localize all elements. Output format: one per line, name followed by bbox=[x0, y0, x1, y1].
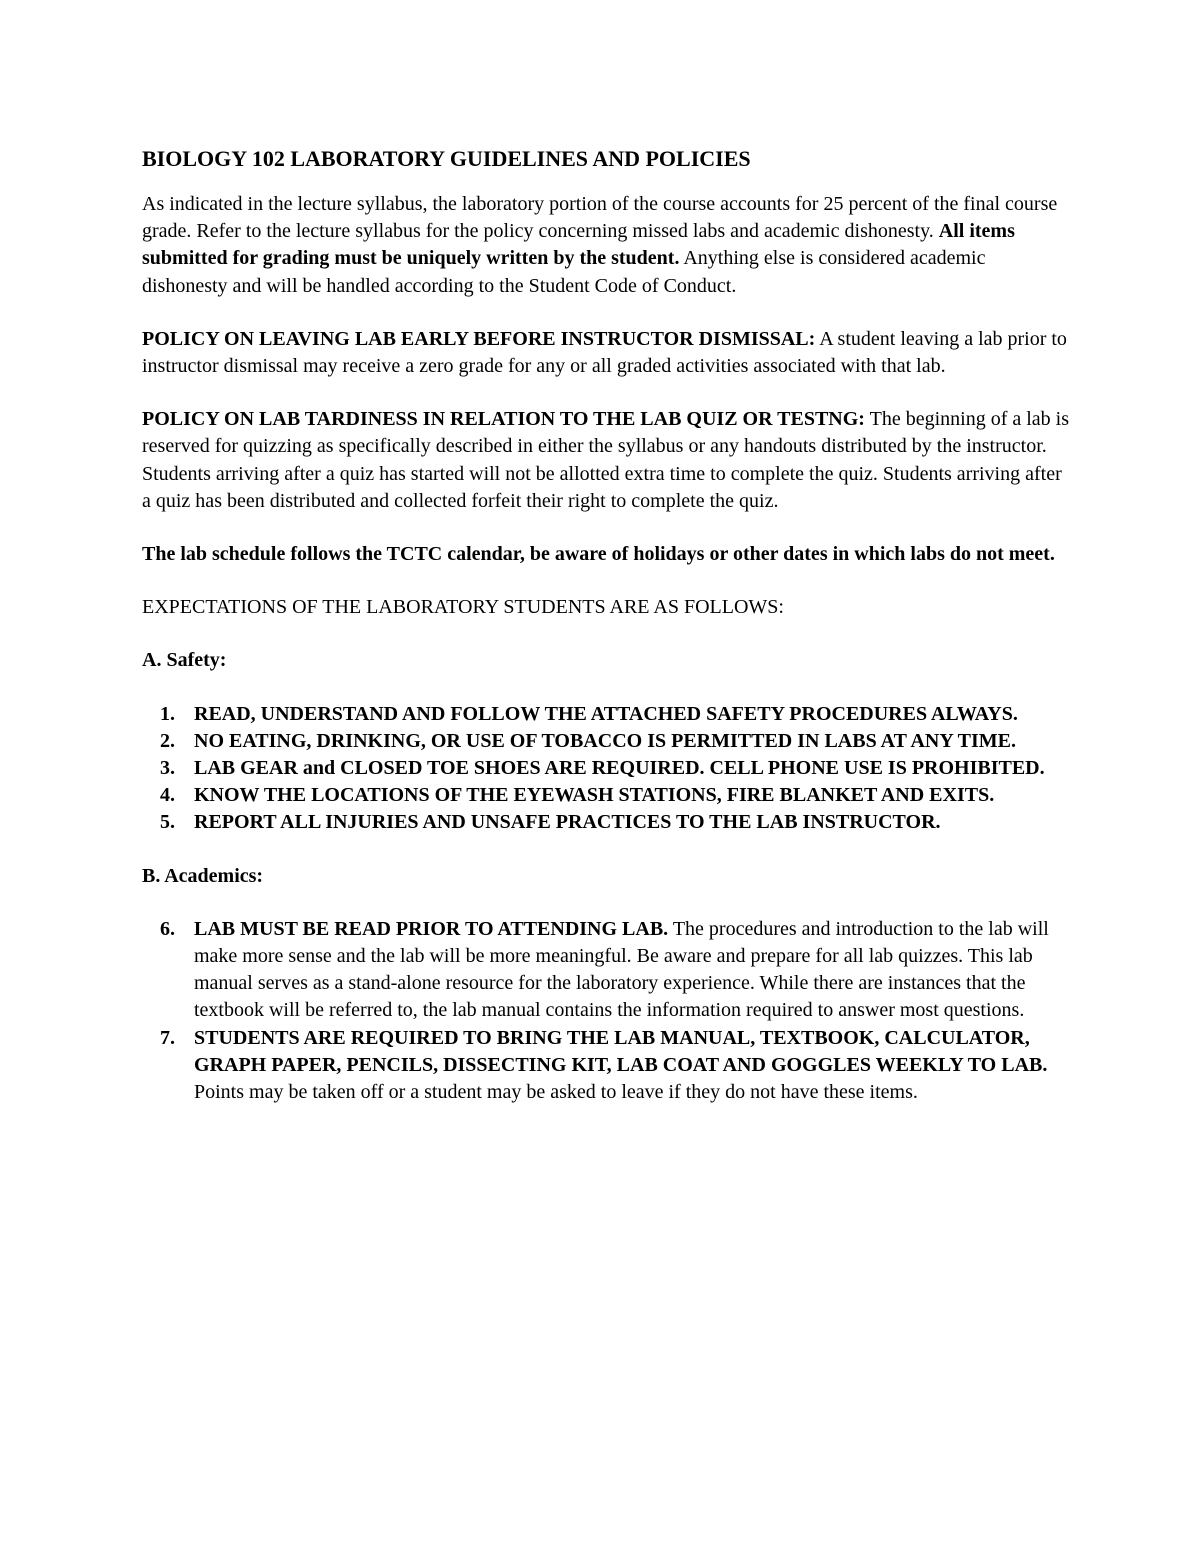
list-item bbox=[142, 701, 1072, 728]
safety-heading: A. Safety: bbox=[142, 649, 227, 672]
safety-list bbox=[142, 701, 1072, 837]
list-item-text: The procedures and introduction to the lab will make more sense and the lab will be more meaningful. Be aware and prepare for all lab quizzes. This lab manual serves as a stand-alone resource for the laboratory experience. While there are instances that the textbook will be referred to, the lab manual contains the information required to answer most questions. bbox=[194, 917, 1049, 1022]
list-item-number: 4. bbox=[160, 784, 175, 807]
intro-text-1: As indicated in the lecture syllabus, the laboratory portion of the course accounts for 25 percent of the final course grade. Refer to the lecture syllabus for the policy concerning missed labs and academic dishonesty. bbox=[142, 193, 1058, 243]
list-item bbox=[142, 1025, 1072, 1107]
policy-leaving-text: A student leaving a lab prior to instructor dismissal may receive a zero grade for any or all graded activities associated with that lab. bbox=[142, 327, 1067, 378]
schedule-note: The lab schedule follows the TCTC calendar, be aware of holidays or other dates in which labs do not meet. bbox=[142, 543, 1055, 566]
list-item-text: NO EATING, DRINKING, OR USE OF TOBACCO IS PERMITTED IN LABS AT ANY TIME. bbox=[194, 729, 1017, 752]
list-item-text: KNOW THE LOCATIONS OF THE EYEWASH STATIONS, FIRE BLANKET AND EXITS. bbox=[194, 784, 995, 807]
policy-tardiness-text: The beginning of a lab is reserved for quizzing as specifically described in either the syllabus or any handouts distributed by the instructor. Students arriving after a quiz has started will not be allotted extra time to complete the quiz. Students arriving after a quiz has been distributed and collected forfeit their right to complete the quiz. bbox=[142, 408, 1070, 512]
list-item-number: 3. bbox=[160, 757, 175, 780]
list-item-text: READ, UNDERSTAND AND FOLLOW THE ATTACHED SAFETY PROCEDURES ALWAYS. bbox=[194, 702, 1018, 725]
document-title: BIOLOGY 102 LABORATORY GUIDELINES AND POLICIES bbox=[142, 146, 751, 171]
academics-heading: B. Academics: bbox=[142, 864, 264, 887]
list-item-text: REPORT ALL INJURIES AND UNSAFE PRACTICES TO THE LAB INSTRUCTOR. bbox=[194, 811, 941, 834]
document-page bbox=[142, 143, 1072, 1132]
list-item bbox=[142, 755, 1072, 782]
list-item-number: 1. bbox=[160, 702, 175, 725]
policy-leaving-heading: POLICY ON LEAVING LAB EARLY BEFORE INSTRUCTOR DISMISSAL: bbox=[142, 327, 816, 350]
policy-tardiness-paragraph bbox=[142, 406, 1072, 515]
list-item bbox=[142, 916, 1072, 1025]
intro-paragraph bbox=[142, 191, 1072, 300]
intro-bold-statement: All items submitted for grading must be uniquely written by the student. bbox=[142, 220, 1015, 270]
academics-list bbox=[142, 916, 1072, 1106]
list-item bbox=[142, 809, 1072, 836]
list-item-number: 7. bbox=[160, 1026, 175, 1049]
list-item-bold: STUDENTS ARE REQUIRED TO BRING THE LAB MANUAL, TEXTBOOK, CALCULATOR, GRAPH PAPER, PENCILS, DISSECTING KIT, LAB COAT AND GOGGLES WEEKLY TO LAB. bbox=[194, 1026, 1048, 1076]
list-item bbox=[142, 728, 1072, 755]
list-item-text: Points may be taken off or a student may be asked to leave if they do not have these items. bbox=[194, 1081, 918, 1104]
list-item-number: 5. bbox=[160, 811, 175, 834]
list-item-number: 2. bbox=[160, 729, 175, 752]
expectations-heading: EXPECTATIONS OF THE LABORATORY STUDENTS ARE AS FOLLOWS: bbox=[142, 596, 784, 619]
intro-text-2: Anything else is considered academic dishonesty and will be handled according to the Student Code of Conduct. bbox=[142, 247, 986, 297]
policy-tardiness-heading: POLICY ON LAB TARDINESS IN RELATION TO THE LAB QUIZ OR TESTNG: bbox=[142, 408, 865, 431]
list-item-number: 6. bbox=[160, 917, 175, 940]
list-item-bold: LAB MUST BE READ PRIOR TO ATTENDING LAB. bbox=[194, 917, 669, 940]
list-item-text: LAB GEAR and CLOSED TOE SHOES ARE REQUIRED. CELL PHONE USE IS PROHIBITED. bbox=[194, 757, 1045, 780]
list-item bbox=[142, 782, 1072, 809]
policy-leaving-paragraph bbox=[142, 326, 1072, 380]
